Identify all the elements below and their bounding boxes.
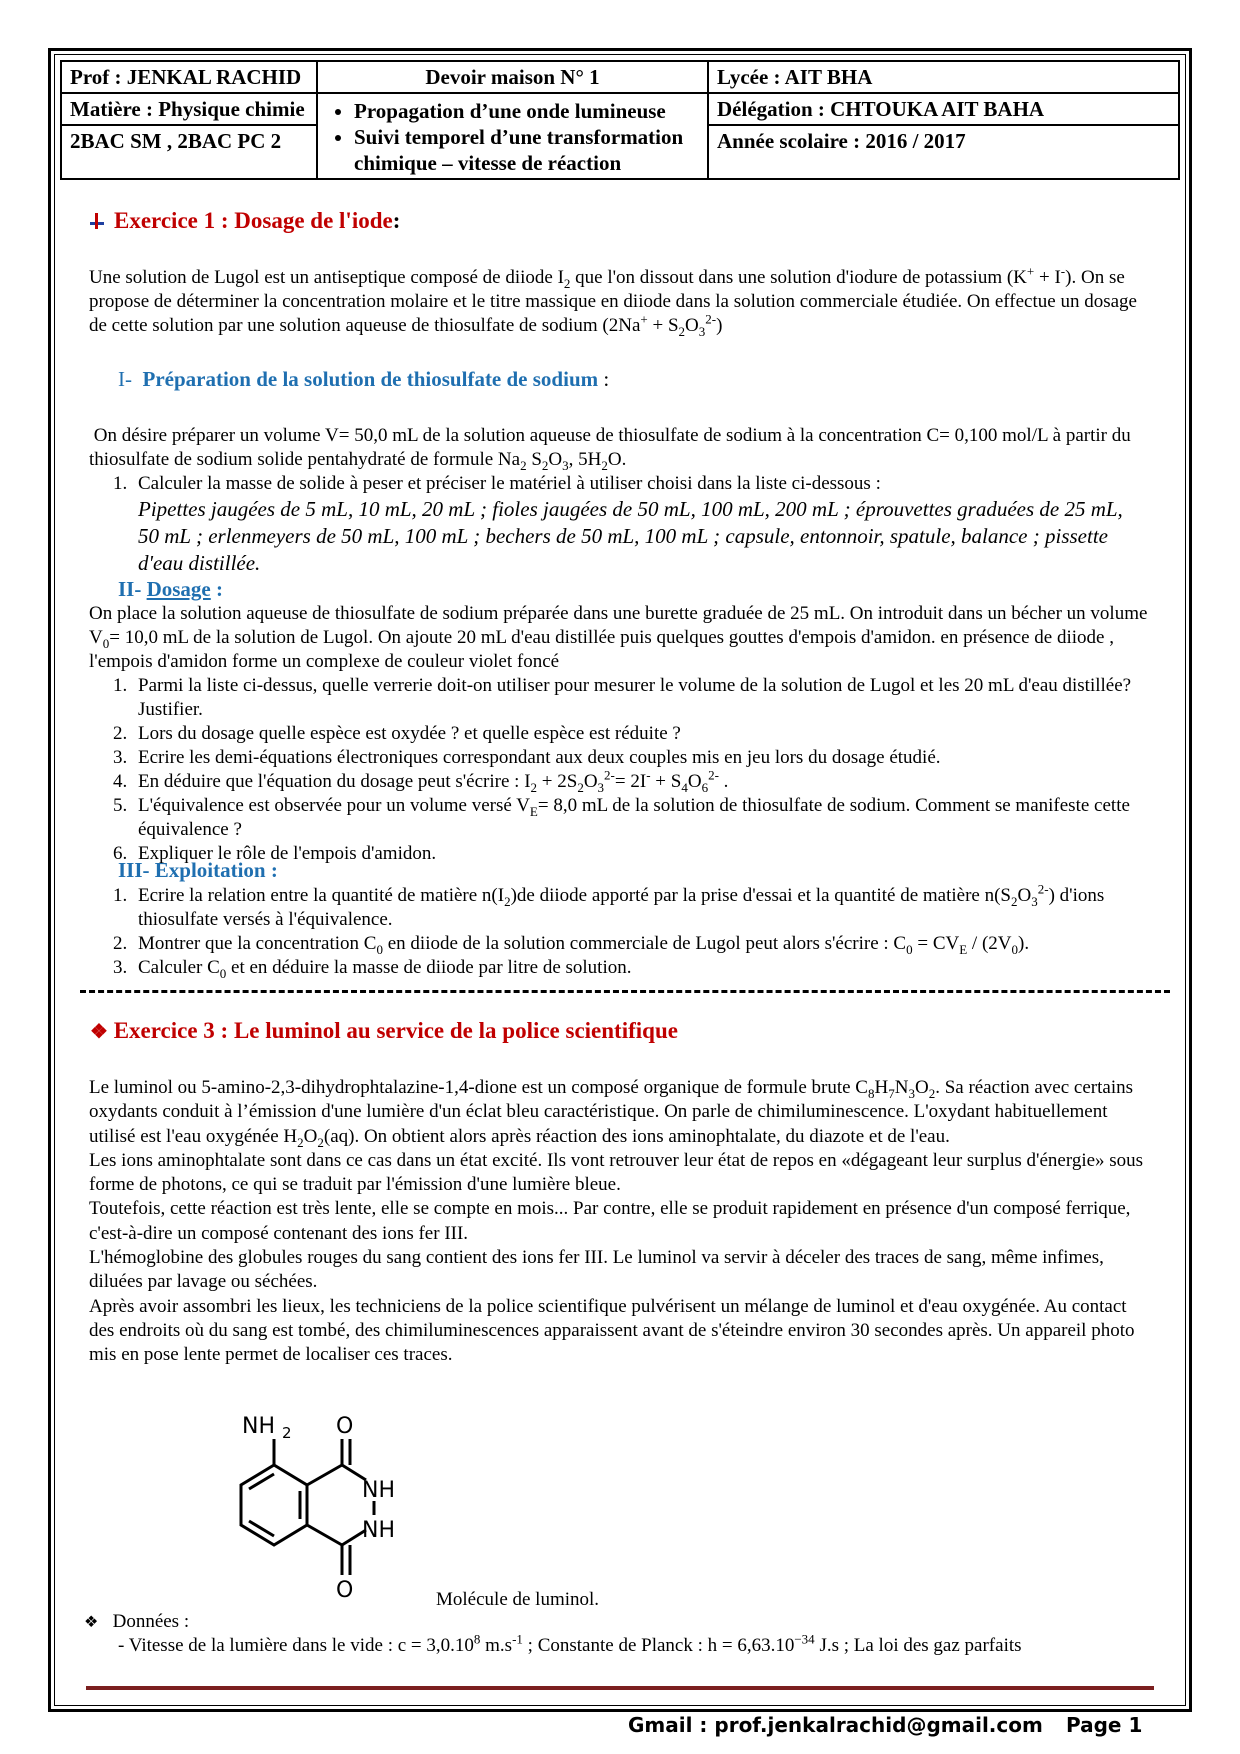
footer-rule <box>86 1686 1154 1690</box>
ex1-preparation: On désire préparer un volume V= 50,0 mL de la solution aqueuse de thiosulfate de sodium à la concentration C= 0,100 mol/L à partir du thiosulfate de sodium solide pentahydraté de formule $Na_2$ $S_2O_3$, $5H_2O$. 1. Calculer la masse de solide à peser et préciser le matériel à utiliser choisi dans la liste ci-dessous : Pipettes jaugées de 5 mL, 10 mL, 20 mL ; fioles jaugées de 50 mL, 100 mL, 200 mL ; éprouvettes graduées de 25 mL, 50 mL ; erlenmeyers de 50 mL, 100 mL ; bechers de 50 mL, 100 mL ; capsule, entonnoir, spatule, balance ; pissette d'eau distillée. <box>89 424 1149 577</box>
svg-text:O: O <box>336 1414 354 1439</box>
donnees-values: - Vitesse de la lumière dans le vide : $c = 3,0.10^8$ $m.s^{-1}$ ; Constante de Planck : $h = 6,63.10^{-34}$ J.s ; La loi des gaz parfaits <box>118 1631 1022 1656</box>
question: 1. Parmi la liste ci-dessus, quelle verrerie doit-on utiliser pour mesurer le volume de la solution de Lugol et les 20 mL d'eau distillée? Justifier. <box>132 674 1149 722</box>
header-delegation: Délégation : CHTOUKA AIT BAHA <box>708 93 1179 125</box>
question: 5. L'équivalence est observée pour un volume versé $V_E= 8,0$ mL de la solution de thiosulfate de sodium. Comment se manifeste cette équivalence ? <box>132 794 1149 842</box>
header-matiere: Matière : Physique chimie <box>61 93 317 125</box>
paragraph: Après avoir assombri les lieux, les techniciens de la police scientifique pulvérisent un mélange de luminol et d'eau oxygénée. Au contact des endroits où du sang est tombé, des chimiluminescences apparaissent avant de s'éteindre environ 30 secondes après. Un appareil photo mis en pose lente permet de localiser ces traces. <box>89 1295 1135 1366</box>
ex1-dosage: On place la solution aqueuse de thiosulfate de sodium préparée dans une burette graduée de 25 mL. On introduit dans un bécher un volume $V_0= 10,0$ mL de la solution de Lugol. On ajoute 20 mL d'eau distillée puis quelques gouttes d'empois d'amidon. en présence de diiode , l'empois d'amidon forme un complexe de couleur violet foncé 1. Parmi la liste ci-dessus, quelle verrerie doit-on utiliser pour mesurer le volume de la solution de Lugol et les 20 mL d'eau distillée? Justifier. 2. Lors du dosage quelle espèce est oxydée ? et quelle espèce est réduite ? 3. Ecrire les demi-équations électroniques correspondant aux deux couples mis en jeu lors du dosage étudié. 4. En déduire que l'équation du dosage peut s'écrire : $I_2 + 2S_2O_3^{2-}= 2I^- + S_4O_6^{2-}$ . 5. L'équivalence est observée pour un volume versé $V_E= 8,0$ mL de la solution de thiosulfate de sodium. Comment se manifeste cette équivalence ? 6. Expliquer le rôle de l'empois d'amidon. <box>89 602 1149 866</box>
ex1-section1-heading: I- Préparation de la solution de thiosulfate de sodium : <box>118 367 610 391</box>
pin-icon <box>90 213 104 229</box>
header-devoir: Devoir maison N° 1 <box>317 61 708 93</box>
question: 4. En déduire que l'équation du dosage peut s'écrire : $I_2 + 2S_2O_3^{2-}= 2I^- + S_4O_6^{2-}$ . <box>132 770 1149 794</box>
question: 2. Lors du dosage quelle espèce est oxydée ? et quelle espèce est réduite ? <box>132 722 1149 746</box>
ex3-title: ❖ Exercice 3 : Le luminol au service de la police scientifique <box>90 1018 678 1043</box>
header-prof: Prof : JENKAL RACHID <box>61 61 317 93</box>
ex1-intro: Une solution de Lugol est un antiseptique composé de diiode $I_2$ que l'on dissout dans une solution d'iodure de potassium (K+ + I-). On se propose de déterminer la concentration molaire et le titre massique en diiode dans la solution commerciale étudiée. On effectue un dosage de cette solution par une solution aqueuse de thiosulfate de sodium $(2Na^+ + S_2O_3^{2-})$ <box>89 263 1137 339</box>
header-topics <box>317 93 708 179</box>
diamond-bullet-icon: ❖ <box>90 1021 108 1043</box>
luminol-molecule-diagram <box>224 1405 434 1601</box>
header-classes: 2BAC SM , 2BAC PC 2 <box>61 125 317 179</box>
paragraph: Le luminol ou 5-amino-2,3-dihydrophtalazine-1,4-dione est un composé organique de formule brute $C_8H_7N_3O_2$. Sa réaction avec certains oxydants conduit à l’émission d'une lumière d'un éclat bleu caractéristique. On parle de chimiluminescence. L'oxydant habituellement utilisé est l'eau oxygénée $H_2O_2(aq)$. On obtient alors après réaction des ions aminophtalate, du diazote et de l'eau. <box>89 1077 1133 1150</box>
question: 6. Expliquer le rôle de l'empois d'amidon. <box>132 842 1149 866</box>
footer-page-number: Page 1 <box>1066 1713 1143 1737</box>
header-table <box>60 60 1180 180</box>
diamond-bullet-icon: ❖ <box>84 1614 99 1631</box>
ex1-exploitation <box>89 881 1149 981</box>
topic-item: • Suivi temporel d’une transformation chimique – vitesse de réaction <box>354 124 699 176</box>
topic-item: • Propagation d’une onde lumineuse <box>354 98 699 124</box>
paragraph: Les ions aminophtalate sont dans ce cas dans un état excité. Ils vont retrouver leur état de repos en «dégageant leur surplus d'énergie» sous forme de photons, ce qui se traduit par l'émission d'une lumière bleue. <box>89 1149 1144 1196</box>
question: 1. Ecrire la relation entre la quantité de matière $n(I_2)de$ diiode apporté par la prise d'essai et la quantité de matière $n(S_2O_3^{2-})$ d'ions thiosulfate versés à l'équivalence. <box>132 884 1149 932</box>
dashed-separator <box>80 990 1170 993</box>
header-annee: Année scolaire : 2016 / 2017 <box>708 125 1179 179</box>
question: 3. Ecrire les demi-équations électroniques correspondant aux deux couples mis en jeu lors du dosage étudié. <box>132 746 1149 770</box>
paragraph: Toutefois, cette réaction est très lente, elle se compte en mois... Par contre, elle se produit rapidement en présence d'un composé ferrique, c'est-à-dire un composé contenant des ions fer III. <box>89 1198 1131 1244</box>
question: 1. Calculer la masse de solide à peser et préciser le matériel à utiliser choisi dans la liste ci-dessous : Pipettes jaugées de 5 mL, 10 mL, 20 mL ; fioles jaugées de 50 mL, 100 mL, 200 mL ; éprouvettes graduées de 25 mL, 50 mL ; erlenmeyers de 50 mL, 100 mL ; bechers de 50 mL, 100 mL ; capsule, entonnoir, spatule, balance ; pissette d'eau distillée. <box>132 472 1149 577</box>
paragraph: L'hémoglobine des globules rouges du sang contient des ions fer III. Le luminol va servir à déceler des traces de sang, même infimes, diluées par lavage ou séchées. <box>89 1247 1104 1293</box>
question: 2. Montrer que la concentration $C_0$ en diiode de la solution commerciale de Lugol peut alors s'écrire : $C_0 = CV_E / (2V_0)$. <box>132 932 1149 956</box>
donnees-heading: ❖ Données : <box>84 1611 190 1632</box>
molecule-caption: Molécule de luminol. <box>436 1589 600 1610</box>
ex1-section2-heading: II- Dosage : <box>118 577 224 601</box>
question: 3. Calculer $C_0$ et en déduire la masse de diiode par litre de solution. <box>132 956 1149 980</box>
ex1-section3-heading: III- Exploitation : <box>118 858 278 882</box>
svg-text:2: 2 <box>282 1424 292 1442</box>
svg-text:O: O <box>336 1578 354 1601</box>
materiel-list: Pipettes jaugées de 5 mL, 10 mL, 20 mL ; fioles jaugées de 50 mL, 100 mL, 200 mL ; éprouvettes graduées de 25 mL, 50 mL ; erlenmeyers de 50 mL, 100 mL ; bechers de 50 mL, 100 mL ; capsule, entonnoir, spatule, balance ; pissette d'eau distillée. <box>138 497 1123 575</box>
svg-text:NH: NH <box>242 1414 275 1439</box>
ex1-title: Exercice 1 : Dosage de l'iode: <box>90 208 400 234</box>
footer-email: Gmail : prof.jenkalrachid@gmail.com <box>628 1713 1043 1737</box>
ex3-text <box>89 1076 1149 1368</box>
svg-text:NH: NH <box>362 1478 395 1503</box>
header-lycee: Lycée : AIT BHA <box>708 61 1179 93</box>
svg-text:NH: NH <box>362 1518 395 1543</box>
